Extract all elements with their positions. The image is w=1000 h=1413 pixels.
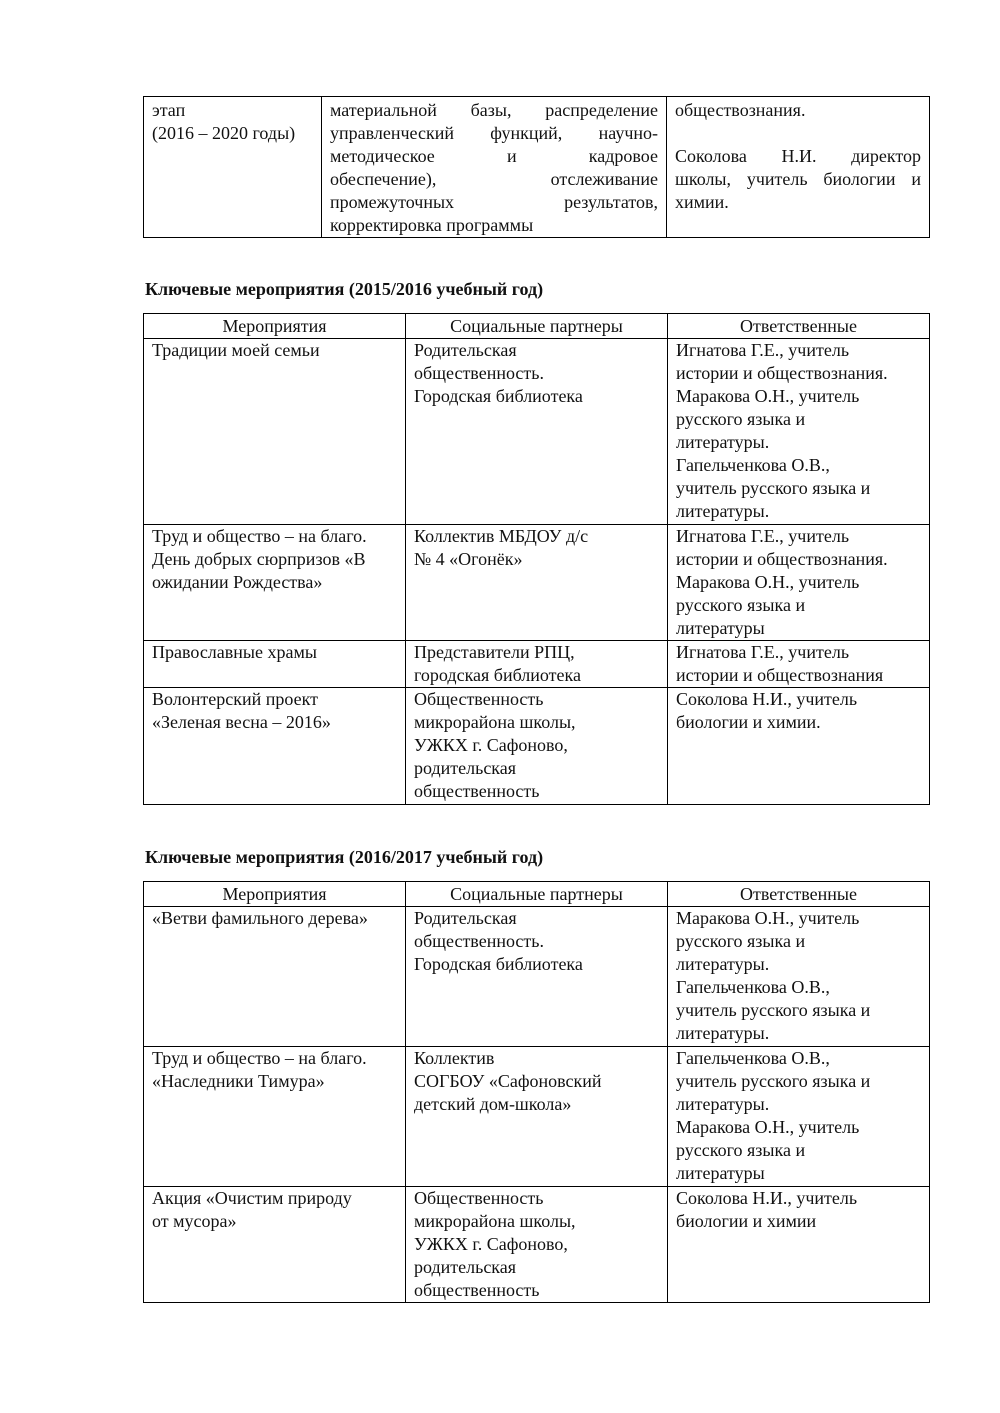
events-table-2016 xyxy=(143,881,930,1303)
event-name: Акция «Очистим природу от мусора» xyxy=(152,1188,352,1231)
event-name: Труд и общество – на благо. «Наследники Тимура» xyxy=(152,1048,367,1091)
event-cell xyxy=(144,688,406,805)
partners-text: Коллектив СОГБОУ «Сафоновский детский дом-школа» xyxy=(414,1048,602,1114)
event-name: «Ветви фамильного дерева» xyxy=(152,908,368,928)
table-row xyxy=(144,641,930,688)
partners-cell xyxy=(406,1047,668,1187)
table-row xyxy=(144,525,930,641)
event-cell xyxy=(144,907,406,1047)
column-header: Ответственные xyxy=(668,882,930,907)
description-line: обеспечение), отслеживание xyxy=(330,169,658,189)
responsible-cell xyxy=(668,907,930,1047)
table-header-row xyxy=(144,882,930,907)
responsible-text: Гапельченкова О.В., учитель русского языка и литературы. Маракова О.Н., учитель русского языка и литературы xyxy=(676,1048,871,1183)
responsible-cell xyxy=(668,688,930,805)
table-row xyxy=(144,1047,930,1187)
responsible-line: Соколова Н.И. директор xyxy=(675,146,921,166)
partners-text: Родительская общественность. Городская библиотека xyxy=(414,340,583,406)
partners-text: Представители РПЦ, городская библиотека xyxy=(414,642,582,685)
event-cell xyxy=(144,1047,406,1187)
table-row xyxy=(144,339,930,525)
column-header: Мероприятия xyxy=(144,882,406,907)
responsible-cell xyxy=(668,339,930,525)
event-cell xyxy=(144,1187,406,1303)
responsible-line: обществознания. xyxy=(675,100,806,120)
responsible-text: Соколова Н.И., учитель биологии и химии xyxy=(676,1188,858,1231)
responsible-text: Соколова Н.И., учитель биологии и химии. xyxy=(676,689,858,732)
description-line: промежуточных результатов, xyxy=(330,192,658,212)
table-row xyxy=(144,907,930,1047)
event-cell xyxy=(144,525,406,641)
partners-text: Родительская общественность. Городская библиотека xyxy=(414,908,583,974)
responsible-text: Игнатова Г.Е., учитель истории и обществознания xyxy=(676,642,884,685)
partners-text: Общественность микрорайона школы, УЖКХ г. Сафоново, родительская общественность xyxy=(414,689,576,801)
partners-cell xyxy=(406,641,668,688)
stage-description-cell xyxy=(322,97,667,238)
stage-cell xyxy=(144,97,322,238)
stage-label: этап (2016 – 2020 годы) xyxy=(152,100,296,143)
partners-cell xyxy=(406,339,668,525)
table-header-row xyxy=(144,314,930,339)
column-header: Ответственные xyxy=(668,314,930,339)
partners-text: Общественность микрорайона школы, УЖКХ г. Сафоново, родительская общественность xyxy=(414,1188,576,1300)
responsible-cell xyxy=(668,1187,930,1303)
responsible-cell xyxy=(668,1047,930,1187)
partners-cell xyxy=(406,907,668,1047)
responsible-cell xyxy=(668,525,930,641)
section-heading: Ключевые мероприятия (2015/2016 учебный год) xyxy=(145,279,544,299)
table-row xyxy=(144,688,930,805)
stage-responsible-cell xyxy=(667,97,930,238)
event-name: Православные храмы xyxy=(152,642,317,662)
event-cell xyxy=(144,641,406,688)
description-line: материальной базы, распределение xyxy=(330,100,658,120)
responsible-text: Маракова О.Н., учитель русского языка и литературы. Гапельченкова О.В., учитель русского языка и литературы. xyxy=(676,908,871,1043)
column-header: Мероприятия xyxy=(144,314,406,339)
partners-text: Коллектив МБДОУ д/с № 4 «Огонёк» xyxy=(414,526,589,569)
responsible-line: школы, учитель биологии и xyxy=(675,169,921,189)
table-row xyxy=(144,1187,930,1303)
description-line: управленческий функций, научно- xyxy=(330,123,658,143)
section-heading: Ключевые мероприятия (2016/2017 учебный год) xyxy=(145,847,544,867)
responsible-line: химии. xyxy=(675,192,729,212)
description-line: корректировка программы xyxy=(330,215,534,235)
partners-cell xyxy=(406,688,668,805)
responsible-text: Игнатова Г.Е., учитель истории и обществознания. Маракова О.Н., учитель русского языка и литературы. Гапельченкова О.В., учитель русского языка и литературы. xyxy=(676,340,888,521)
partners-cell xyxy=(406,1187,668,1303)
column-header: Социальные партнеры xyxy=(406,314,668,339)
event-name: Труд и общество – на благо. День добрых сюрпризов «В ожидании Рождества» xyxy=(152,526,367,592)
description-line: методическое и кадровое xyxy=(330,146,658,166)
events-table-2015 xyxy=(143,313,930,805)
column-header: Социальные партнеры xyxy=(406,882,668,907)
program-stage-table xyxy=(143,96,930,238)
event-name: Традиции моей семьи xyxy=(152,340,320,360)
responsible-text: Игнатова Г.Е., учитель истории и обществознания. Маракова О.Н., учитель русского языка и литературы xyxy=(676,526,888,638)
responsible-cell xyxy=(668,641,930,688)
event-cell xyxy=(144,339,406,525)
table-row xyxy=(144,97,930,238)
partners-cell xyxy=(406,525,668,641)
event-name: Волонтерский проект «Зеленая весна – 2016» xyxy=(152,689,331,732)
